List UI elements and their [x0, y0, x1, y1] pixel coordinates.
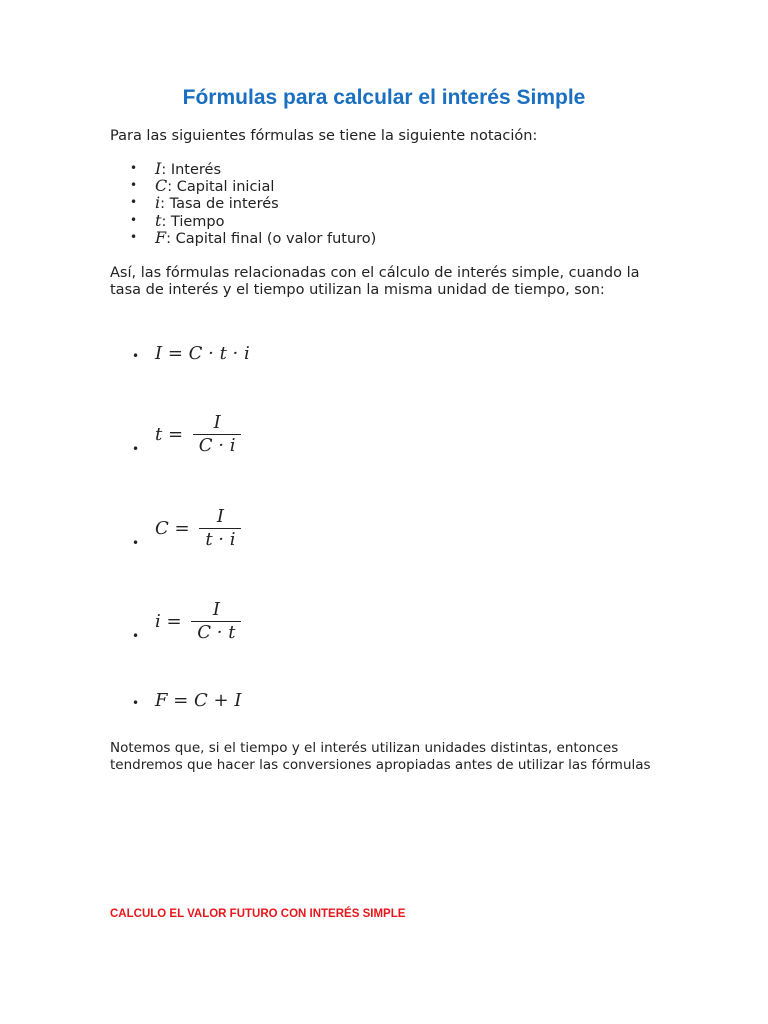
list-item	[110, 177, 376, 194]
fraction-numerator: I	[212, 599, 220, 620]
list-item	[110, 194, 376, 211]
paragraph-note: Notemos que, si el tiempo y el interés utilizan unidades distintas, entonces tendremos que hacer las conversiones apropiadas antes de utilizar las fórmulas	[110, 740, 651, 773]
intro-text: Para las siguientes fórmulas se tiene la siguiente notación:	[110, 128, 538, 144]
notation-symbol: F	[155, 227, 167, 247]
formula-interest	[110, 343, 250, 364]
bullet-icon: •	[132, 349, 140, 363]
bullet-icon: •	[132, 442, 140, 456]
formula-text: I = C · t · i	[155, 343, 250, 364]
fraction-denominator: t · i	[199, 528, 241, 551]
bullet-icon: •	[132, 696, 140, 710]
fraction-denominator: C · t	[191, 621, 241, 644]
list-item	[110, 160, 376, 177]
notation-desc: : Capital final (o valor futuro)	[166, 230, 377, 247]
formula-lhs: t =	[155, 424, 184, 445]
formula-text: F = C + I	[155, 690, 242, 711]
list-item	[110, 229, 376, 246]
notation-symbol: t	[155, 210, 162, 230]
notation-symbol: C	[155, 176, 168, 196]
fraction	[199, 506, 241, 551]
formula-rate	[110, 599, 241, 644]
bullet-icon: •	[132, 629, 140, 643]
bullet-icon: •	[132, 536, 140, 550]
formula-lhs: C =	[155, 518, 190, 539]
notation-list	[110, 160, 376, 246]
fraction	[193, 412, 242, 457]
notation-symbol: I	[155, 159, 162, 178]
fraction-denominator: C · i	[193, 434, 242, 457]
page-title: Fórmulas para calcular el interés Simple	[182, 86, 586, 109]
fraction	[191, 599, 241, 644]
formula-future-value	[110, 690, 241, 711]
notation-desc: : Capital inicial	[167, 179, 275, 196]
notation-desc: : Interés	[161, 162, 222, 178]
future-value-link[interactable]: CALCULO EL VALOR FUTURO CON INTERÉS SIMPLE	[110, 908, 406, 920]
notation-desc: : Tasa de interés	[160, 196, 279, 213]
notation-desc: : Tiempo	[161, 213, 225, 230]
formula-capital	[110, 506, 241, 551]
fraction-numerator: I	[216, 506, 224, 527]
formula-lhs: i =	[155, 611, 182, 632]
fraction-numerator: I	[213, 412, 221, 433]
list-item	[110, 212, 376, 229]
paragraph-formulas-intro: Así, las fórmulas relacionadas con el cálculo de interés simple, cuando la tasa de interés y el tiempo utilizan la misma unidad de tiempo, son:	[110, 265, 640, 298]
notation-symbol: i	[155, 193, 161, 213]
formula-time	[110, 412, 241, 457]
